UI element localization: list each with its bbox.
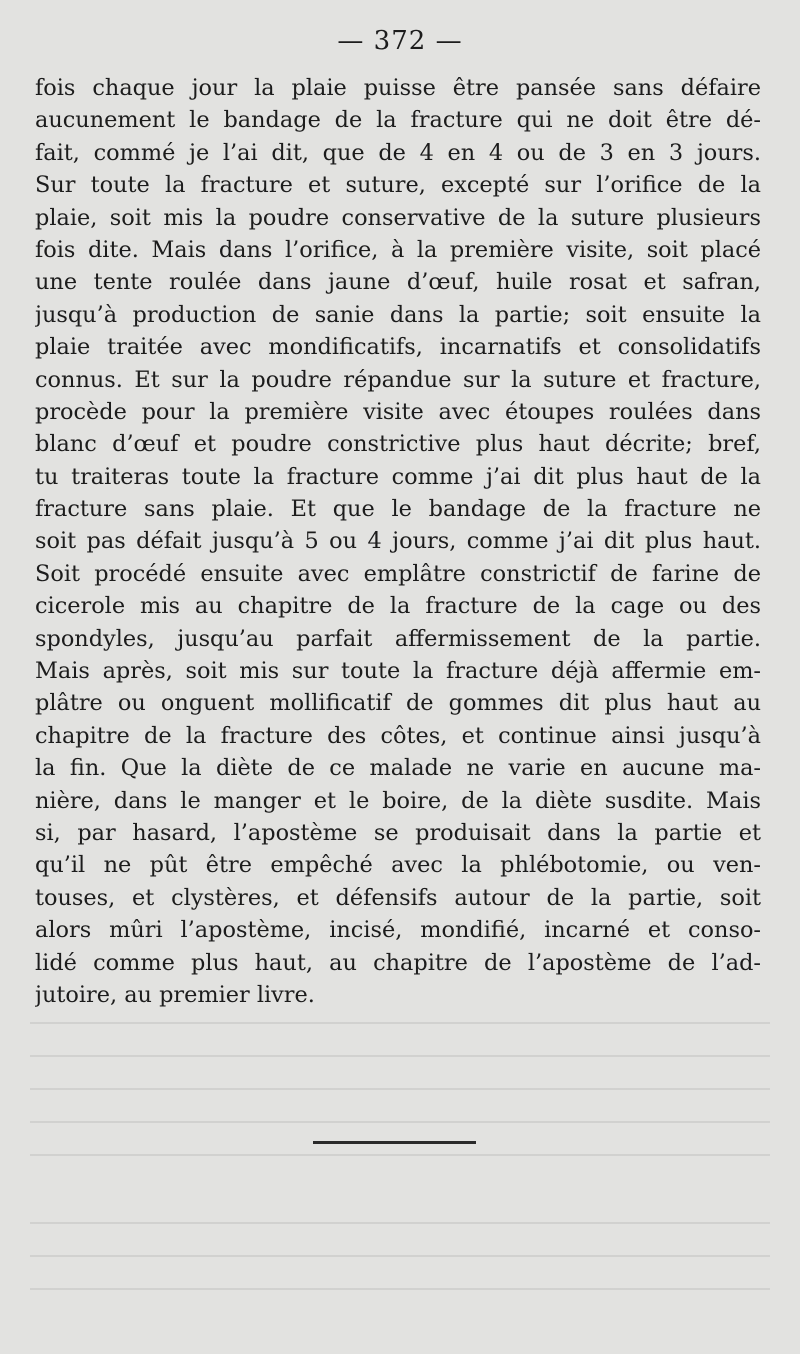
text-line: Soit procédé ensuite avec emplâtre constrictif de farine de <box>35 560 761 587</box>
text-line: plaie traitée avec mondificatifs, incarnatifs et consolidatifs <box>35 334 761 361</box>
text-line: une tente roulée dans jaune d’œuf, huile rosat et safran, <box>35 269 761 296</box>
text-line: plâtre ou onguent mollificatif de gommes dit plus haut au <box>35 690 761 717</box>
text-line: si, par hasard, l’apostème se produisait dans la partie et <box>35 819 761 846</box>
text-line: Sur toute la fracture et suture, excepté sur l’orifice de la <box>35 172 761 199</box>
text-line: tu traiteras toute la fracture comme j’ai dit plus haut de la <box>35 463 761 490</box>
text-line: jusqu’à production de sanie dans la partie; soit ensuite la <box>35 301 761 328</box>
text-line: soit pas défait jusqu’à 5 ou 4 jours, comme j’ai dit plus haut. <box>35 528 761 555</box>
text-line: plaie, soit mis la poudre conservative de la suture plusieurs <box>35 204 761 231</box>
text-line: lidé comme plus haut, au chapitre de l’apostème de l’ad- <box>35 949 761 976</box>
text-line: la fin. Que la diète de ce malade ne varie en aucune ma- <box>35 755 761 782</box>
text-line: connus. Et sur la poudre répandue sur la suture et fracture, <box>35 366 761 393</box>
text-line: fois dite. Mais dans l’orifice, à la première visite, soit placé <box>35 236 761 263</box>
text-line: spondyles, jusqu’au parfait affermissement de la partie. <box>35 625 761 652</box>
show-through-text-lower <box>30 1200 770 1320</box>
text-line: alors mûri l’apostème, incisé, mondifié, incarné et conso- <box>35 917 761 944</box>
text-line: blanc d’œuf et poudre constrictive plus haut décrite; bref, <box>35 431 761 458</box>
text-line: qu’il ne pût être empêché avec la phlébotomie, ou ven- <box>35 852 761 879</box>
text-line: Mais après, soit mis sur toute la fracture déjà affermie em- <box>35 658 761 685</box>
body-paragraph <box>35 72 761 1011</box>
end-rule <box>313 1141 476 1144</box>
show-through-text <box>30 1000 770 1180</box>
text-line: procède pour la première visite avec étoupes roulées dans <box>35 398 761 425</box>
text-line: fait, commé je l’ai dit, que de 4 en 4 ou de 3 en 3 jours. <box>35 139 761 166</box>
text-line: chapitre de la fracture des côtes, et continue ainsi jusqu’à <box>35 722 761 749</box>
text-line: fois chaque jour la plaie puisse être pansée sans défaire <box>35 75 761 101</box>
text-line: nière, dans le manger et le boire, de la diète susdite. Mais <box>35 787 761 814</box>
text-line: touses, et clystères, et défensifs autour de la partie, soit <box>35 884 761 911</box>
text-line: aucunement le bandage de la fracture qui ne doit être dé- <box>35 107 761 134</box>
text-line: cicerole mis au chapitre de la fracture de la cage ou des <box>35 593 761 620</box>
text-line: jutoire, au premier livre. <box>35 981 315 1008</box>
page-number: — 372 — <box>337 26 463 56</box>
text-line: fracture sans plaie. Et que le bandage de la fracture ne <box>35 496 761 523</box>
